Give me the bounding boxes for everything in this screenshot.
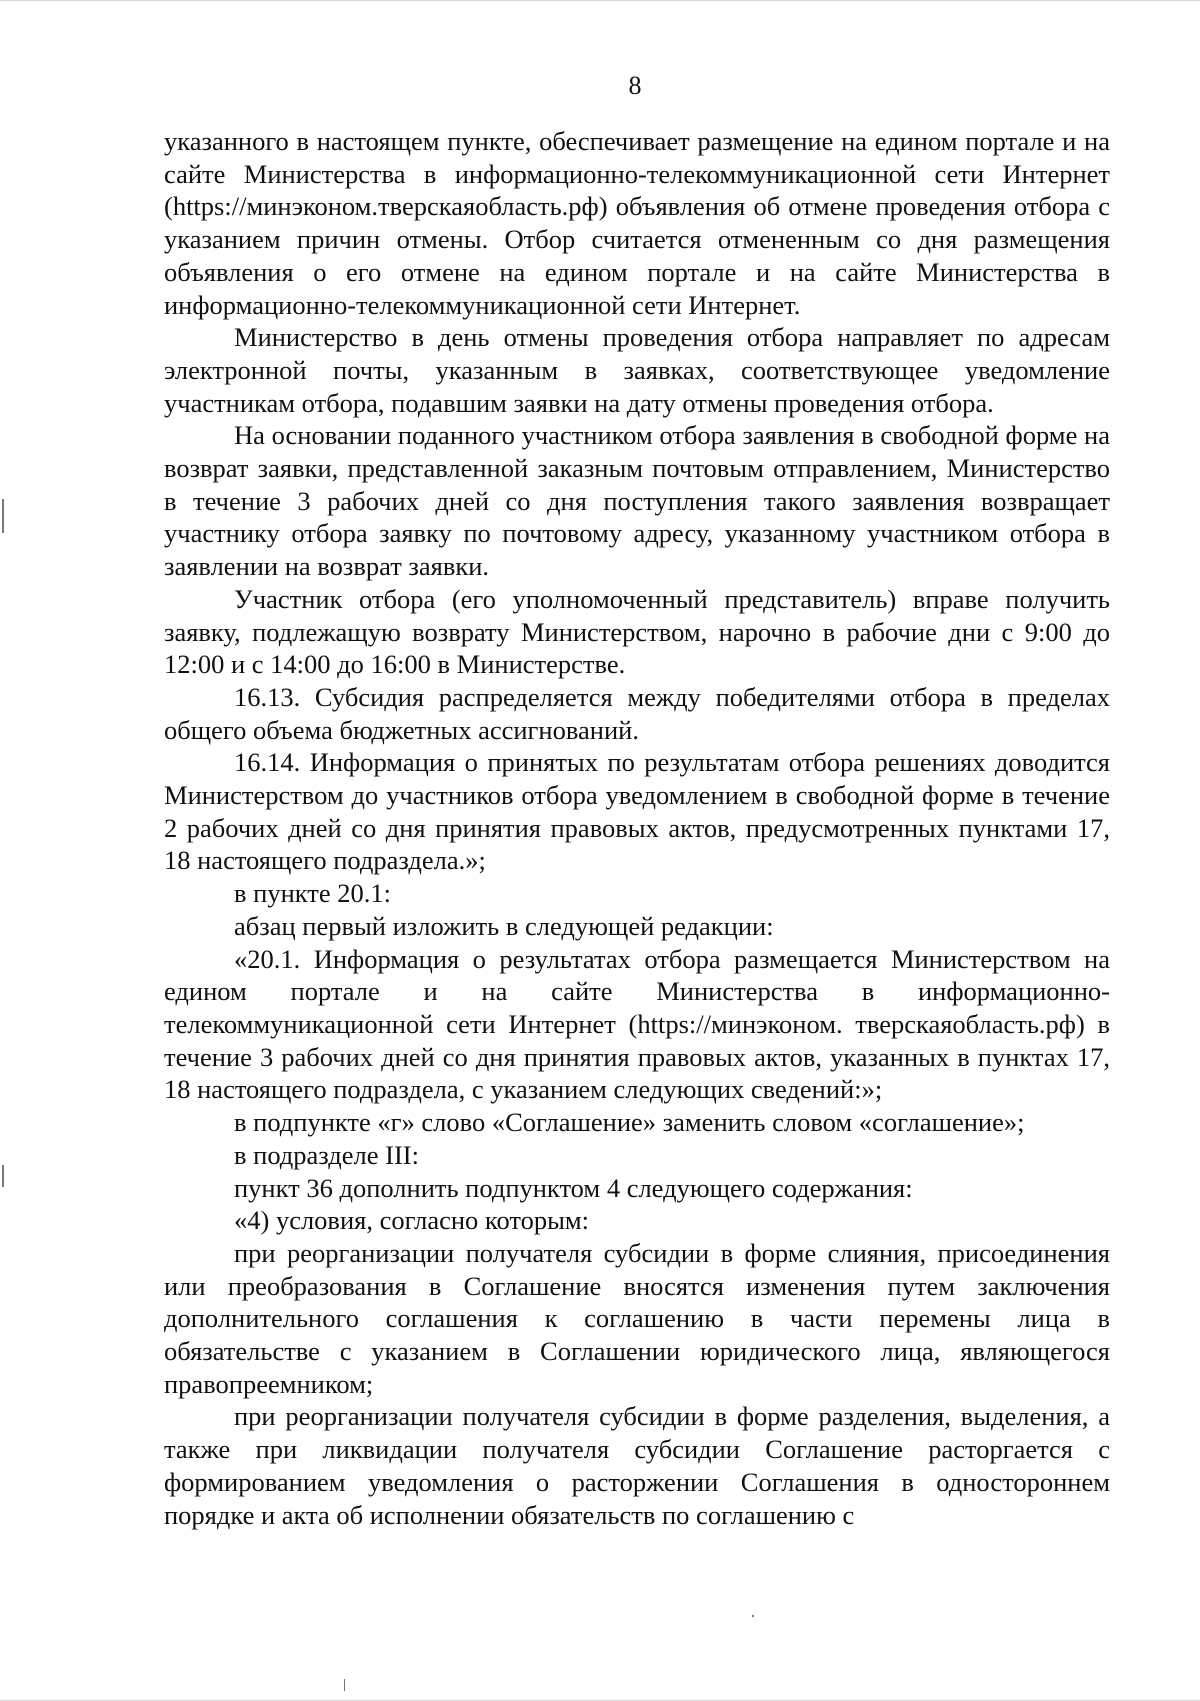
scan-artifact: [344, 1679, 345, 1691]
document-paragraph: Министерство в день отмены проведения отбора направляет по адресам электронной почты, указанным в заявках, соответствующее уведомление участникам отбора, подавшим заявки на дату отмены проведения отбора.: [164, 322, 1110, 418]
document-paragraph: при реорганизации получателя субсидии в форме разделения, выделения, а также при ликвидации получателя субсидии Соглашение расторгается с формированием уведомления о расторжении Соглашения в одностороннем порядке и акта об исполнении обязательств по соглашению с: [164, 1401, 1110, 1530]
document-paragraph: На основании поданного участником отбора заявления в свободной форме на возврат заявки, представленной заказным почтовым отправлением, Министерство в течение 3 рабочих дней со дня поступления такого заявления возвращает участнику отбора заявку по почтовому адресу, указанному участником отбора в заявлении на возврат заявки.: [164, 420, 1110, 582]
scan-artifact: [2, 499, 4, 533]
document-paragraph: в подразделе III:: [234, 1139, 419, 1170]
document-paragraph: в подпункте «г» слово «Соглашение» заменить словом «соглашение»;: [234, 1107, 1025, 1138]
document-paragraph: «20.1. Информация о результатах отбора размещается Министерством на едином портале и на сайте Министерства в информационно-телекоммуникационной сети Интернет (https://минэконом. тверскаяобласть.рф) в течение 3 рабочих дней со дня принятия правовых актов, указанных в пунктах 17, 18 настоящего подраздела, с указанием следующих сведений:»;: [164, 943, 1110, 1105]
scan-artifact: [752, 1615, 754, 1617]
document-paragraph: 16.14. Информация о принятых по результатам отбора решениях доводится Министерством до участников отбора уведомлением в свободной форме в течение 2 рабочих дней со дня принятия правовых актов, предусмотренных пунктами 17, 18 настоящего подраздела.»;: [164, 747, 1110, 876]
document-paragraph: пункт 36 дополнить подпунктом 4 следующего содержания:: [234, 1172, 913, 1203]
document-paragraph: «4) условия, согласно которым:: [234, 1205, 590, 1236]
document-paragraph: абзац первый изложить в следующей редакции:: [234, 910, 774, 941]
document-paragraph: указанного в настоящем пункте, обеспечивает размещение на едином портале и на сайте Министерства в информационно-телекоммуникационной сети Интернет (https://минэконом.тверскаяобласть.рф) объявления об отмене проведения отбора с указанием причин отмены. Отбор считается отмененным со дня размещения объявления о его отмене на едином портале и на сайте Министерства в информационно-телекоммуникационной сети Интернет.: [164, 126, 1110, 320]
document-paragraph: Участник отбора (его уполномоченный представитель) вправе получить заявку, подлежащую возврату Министерством, нарочно в рабочие дни с 9:00 до 12:00 и с 14:00 до 16:00 в Министерстве.: [164, 583, 1110, 680]
document-paragraph: 16.13. Субсидия распределяется между победителями отбора в пределах общего объема бюджетных ассигнований.: [164, 681, 1110, 745]
document-paragraph: при реорганизации получателя субсидии в форме слияния, присоединения или преобразования в Соглашение вносятся изменения путем заключения дополнительного соглашения к соглашению в части перемены лица в обязательстве с указанием в Соглашении юридического лица, являющегося правопреемником;: [164, 1237, 1110, 1399]
document-body: [164, 125, 1110, 1531]
document-paragraph: в пункте 20.1:: [234, 878, 391, 909]
scan-artifact: [2, 1165, 4, 1187]
page-number: 8: [628, 71, 642, 100]
